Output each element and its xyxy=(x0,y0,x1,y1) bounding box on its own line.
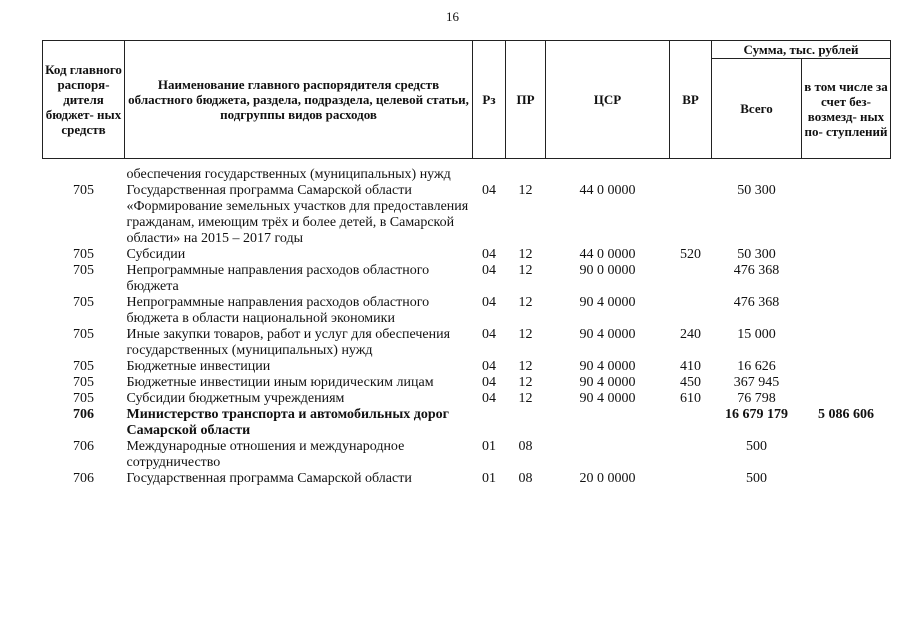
cell-pr xyxy=(506,167,546,183)
cell-vr xyxy=(670,295,712,327)
table-row xyxy=(43,167,891,183)
table-row xyxy=(43,439,891,471)
table-row xyxy=(43,295,891,327)
cell-csr: 90 4 0000 xyxy=(579,375,636,390)
cell-code: 706 xyxy=(73,471,94,486)
cell-code: 705 xyxy=(73,183,94,198)
table-row xyxy=(43,263,891,295)
cell-free xyxy=(802,295,891,327)
cell-csr: 44 0 0000 xyxy=(579,247,636,262)
cell-csr xyxy=(546,167,670,183)
cell-vr: 410 xyxy=(680,359,701,374)
cell-free xyxy=(802,471,891,487)
cell-name: Государственная программа Самарской области xyxy=(126,471,412,486)
cell-total: 476 368 xyxy=(733,295,780,310)
header-pr: ПР xyxy=(506,41,546,159)
cell-rz: 01 xyxy=(482,439,496,454)
cell-pr: 12 xyxy=(518,359,533,374)
cell-free xyxy=(802,359,891,375)
cell-rz: 04 xyxy=(482,183,496,198)
cell-vr: 450 xyxy=(680,375,701,390)
header-vr: ВР xyxy=(670,41,712,159)
cell-free xyxy=(802,439,891,471)
cell-free xyxy=(802,183,891,247)
header-csr: ЦСР xyxy=(546,41,670,159)
cell-vr xyxy=(670,407,712,439)
cell-vr: 520 xyxy=(680,247,701,262)
table-row xyxy=(43,327,891,359)
cell-free xyxy=(802,375,891,391)
cell-csr: 20 0 0000 xyxy=(579,471,636,486)
cell-free xyxy=(802,327,891,359)
table-body xyxy=(43,159,891,488)
cell-vr xyxy=(670,167,712,183)
cell-name: Субсидии xyxy=(126,247,186,262)
cell-pr: 12 xyxy=(518,327,533,342)
cell-free xyxy=(802,167,891,183)
cell-pr: 08 xyxy=(518,439,533,454)
cell-name: Министерство транспорта и автомобильных дорог Самарской области xyxy=(126,407,449,438)
cell-csr: 90 0 0000 xyxy=(579,263,636,278)
cell-rz: 04 xyxy=(482,327,496,342)
cell-code: 705 xyxy=(73,375,94,390)
cell-name: Международные отношения и международное сотрудничество xyxy=(126,439,405,470)
table-row xyxy=(43,183,891,247)
table-row xyxy=(43,247,891,263)
cell-rz: 04 xyxy=(482,263,496,278)
cell-code: 705 xyxy=(73,263,94,278)
cell-vr: 610 xyxy=(680,391,701,406)
cell-total: 367 945 xyxy=(733,375,780,390)
cell-csr xyxy=(546,407,670,439)
cell-pr: 08 xyxy=(518,471,533,486)
cell-csr: 90 4 0000 xyxy=(579,391,636,406)
table-row xyxy=(43,359,891,375)
cell-pr: 12 xyxy=(518,247,533,262)
cell-total: 50 300 xyxy=(737,183,776,198)
cell-pr: 12 xyxy=(518,391,533,406)
cell-name: Непрограммные направления расходов областного бюджета в области национальной экономики xyxy=(126,295,430,326)
header-name: Наименование главного распорядителя средств областного бюджета, раздела, подраздела, целевой статьи, подгруппы видов расходов xyxy=(125,41,473,159)
cell-code: 705 xyxy=(73,359,94,374)
cell-name: обеспечения государственных (муниципальных) нужд xyxy=(126,167,451,182)
table-row xyxy=(43,471,891,487)
cell-name: Государственная программа Самарской области «Формирование земельных участков для предоставления гражданам, имеющим трёх и более детей, в Самарской области» на 2015 – 2017 годы xyxy=(126,183,469,246)
cell-rz: 04 xyxy=(482,375,496,390)
cell-pr: 12 xyxy=(518,263,533,278)
cell-total: 15 000 xyxy=(737,327,776,342)
table-row xyxy=(43,391,891,407)
cell-rz: 01 xyxy=(482,471,496,486)
cell-rz: 04 xyxy=(482,391,496,406)
cell-rz: 04 xyxy=(482,247,496,262)
header-free: в том числе за счет без- возмезд- ных по- ступлений xyxy=(802,59,891,159)
cell-code: 705 xyxy=(73,391,94,406)
header-sum-group: Сумма, тыс. рублей xyxy=(712,41,891,59)
cell-rz: 04 xyxy=(482,295,496,310)
header-code: Код главного распоря- дителя бюджет- ных средств xyxy=(43,41,125,159)
cell-csr: 90 4 0000 xyxy=(579,359,636,374)
cell-name: Иные закупки товаров, работ и услуг для обеспечения государственных (муниципальных) нужд xyxy=(126,327,451,358)
cell-vr xyxy=(670,183,712,247)
cell-free xyxy=(802,263,891,295)
cell-csr: 90 4 0000 xyxy=(579,327,636,342)
cell-name: Бюджетные инвестиции иным юридическим лицам xyxy=(126,375,434,390)
header-rz: Рз xyxy=(473,41,506,159)
page-number: 16 xyxy=(446,9,459,24)
cell-pr xyxy=(506,407,546,439)
cell-code xyxy=(43,167,125,183)
cell-total: 476 368 xyxy=(733,263,780,278)
cell-csr: 44 0 0000 xyxy=(579,183,636,198)
table-header xyxy=(43,41,891,159)
cell-total: 16 626 xyxy=(737,359,776,374)
cell-total: 76 798 xyxy=(737,391,776,406)
cell-total: 16 679 179 xyxy=(725,407,788,422)
cell-code: 706 xyxy=(73,439,94,454)
cell-vr xyxy=(670,439,712,471)
cell-free xyxy=(802,391,891,407)
cell-pr: 12 xyxy=(518,375,533,390)
cell-rz: 04 xyxy=(482,359,496,374)
cell-pr: 12 xyxy=(518,295,533,310)
cell-csr xyxy=(546,439,670,471)
cell-name: Непрограммные направления расходов областного бюджета xyxy=(126,263,430,294)
cell-name: Субсидии бюджетным учреждениям xyxy=(126,391,345,406)
cell-free: 5 086 606 xyxy=(818,407,874,422)
cell-total: 50 300 xyxy=(737,247,776,262)
cell-total xyxy=(712,167,802,183)
table-row xyxy=(43,407,891,439)
cell-vr xyxy=(670,471,712,487)
cell-vr: 240 xyxy=(680,327,701,342)
cell-vr xyxy=(670,263,712,295)
cell-free xyxy=(802,247,891,263)
cell-code: 705 xyxy=(73,327,94,342)
cell-code: 705 xyxy=(73,247,94,262)
table-row xyxy=(43,375,891,391)
cell-rz xyxy=(473,407,506,439)
cell-code: 706 xyxy=(73,407,94,422)
header-total: Всего xyxy=(712,59,802,159)
cell-pr: 12 xyxy=(518,183,533,198)
cell-csr: 90 4 0000 xyxy=(579,295,636,310)
cell-code: 705 xyxy=(73,295,94,310)
budget-table xyxy=(42,40,891,487)
cell-name: Бюджетные инвестиции xyxy=(126,359,271,374)
cell-total: 500 xyxy=(746,471,767,486)
cell-rz xyxy=(473,167,506,183)
cell-total: 500 xyxy=(746,439,767,454)
